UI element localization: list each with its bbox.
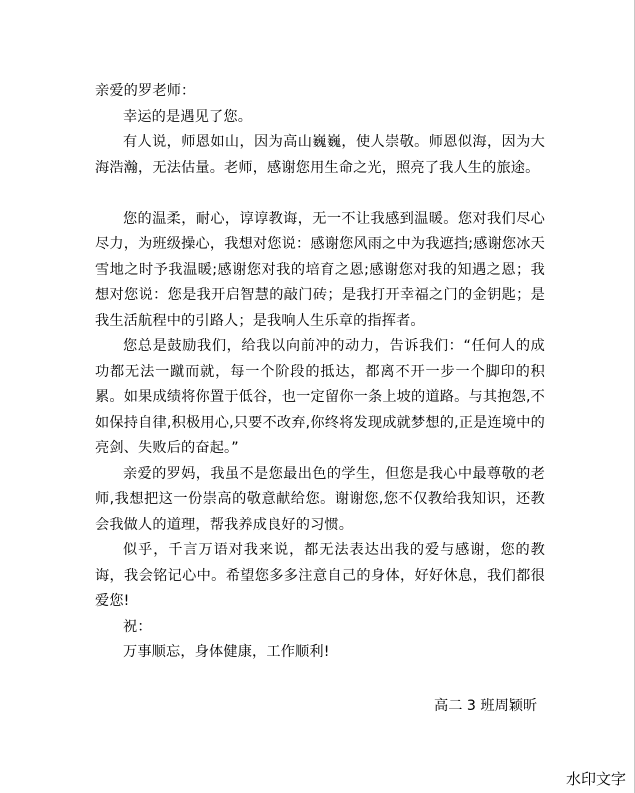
opening-line: 幸运的是遇见了您。 [123,108,253,125]
paragraph-care: 您的温柔，耐心，谆谆教诲，无一不让我感到温暖。您对我们尽心尽力，为班级操心，我想对您说：感谢您风雨之中为我遮挡;感谢您冰天雪地之时予我温暖;感谢您对我的培育之恩;感谢您对我的知遇之恩；我想对您说：您是我开启智慧的敲门砖；是我打开幸福之门的金钥匙；是我生活航程中的引路人；是我响人生乐章的指挥者。 [95,210,545,329]
paragraph-gratitude: 有人说，师恩如山，因为高山巍巍，使人崇敬。师恩似海，因为大海浩瀚，无法估量。老师，感谢您用生命之光，照亮了我人生的旅途。 [95,134,545,176]
letter-body [95,79,545,666]
paragraph-encouragement: 您总是鼓励我们，给我以向前冲的动力，告诉我们：“任何人的成功都无法一蹴而就，每一个阶段的抵达，都离不开一步一个脚印的积累。如果成绩将你置于低谷，也一定留你一条上坡的道路。与其抱怨,不如保持自律,积极用心,只要不改弃,你终将发现成就梦想的,正是连境中的亮剑、失败后的奋起。” [95,338,545,456]
paragraph-respect: 亲爱的罗妈，我虽不是您最出色的学生，但您是我心中最尊敬的老师,我想把这一份崇高的敬意献给您。谢谢您,您不仅教给我知识，还教会我做人的道理，帮我养成良好的习惯。 [95,465,545,533]
paragraph-spacer [95,181,545,207]
signature: 高二 3 班周颖昕 [434,698,538,714]
wishes-line: 万事顺忘，身体健康，工作顺利! [123,644,330,660]
paragraph-thanks: 似乎，千言万语对我来说，都无法表达出我的爱与感谢，您的教诲，我会铭记心中。希望您多多注意自己的身体，好好休息，我们都很爱您! [95,542,545,609]
closing-line: 祝： [123,618,152,635]
watermark-text: 水印文字 [566,770,627,788]
salutation: 亲爱的罗老师： [95,83,196,99]
